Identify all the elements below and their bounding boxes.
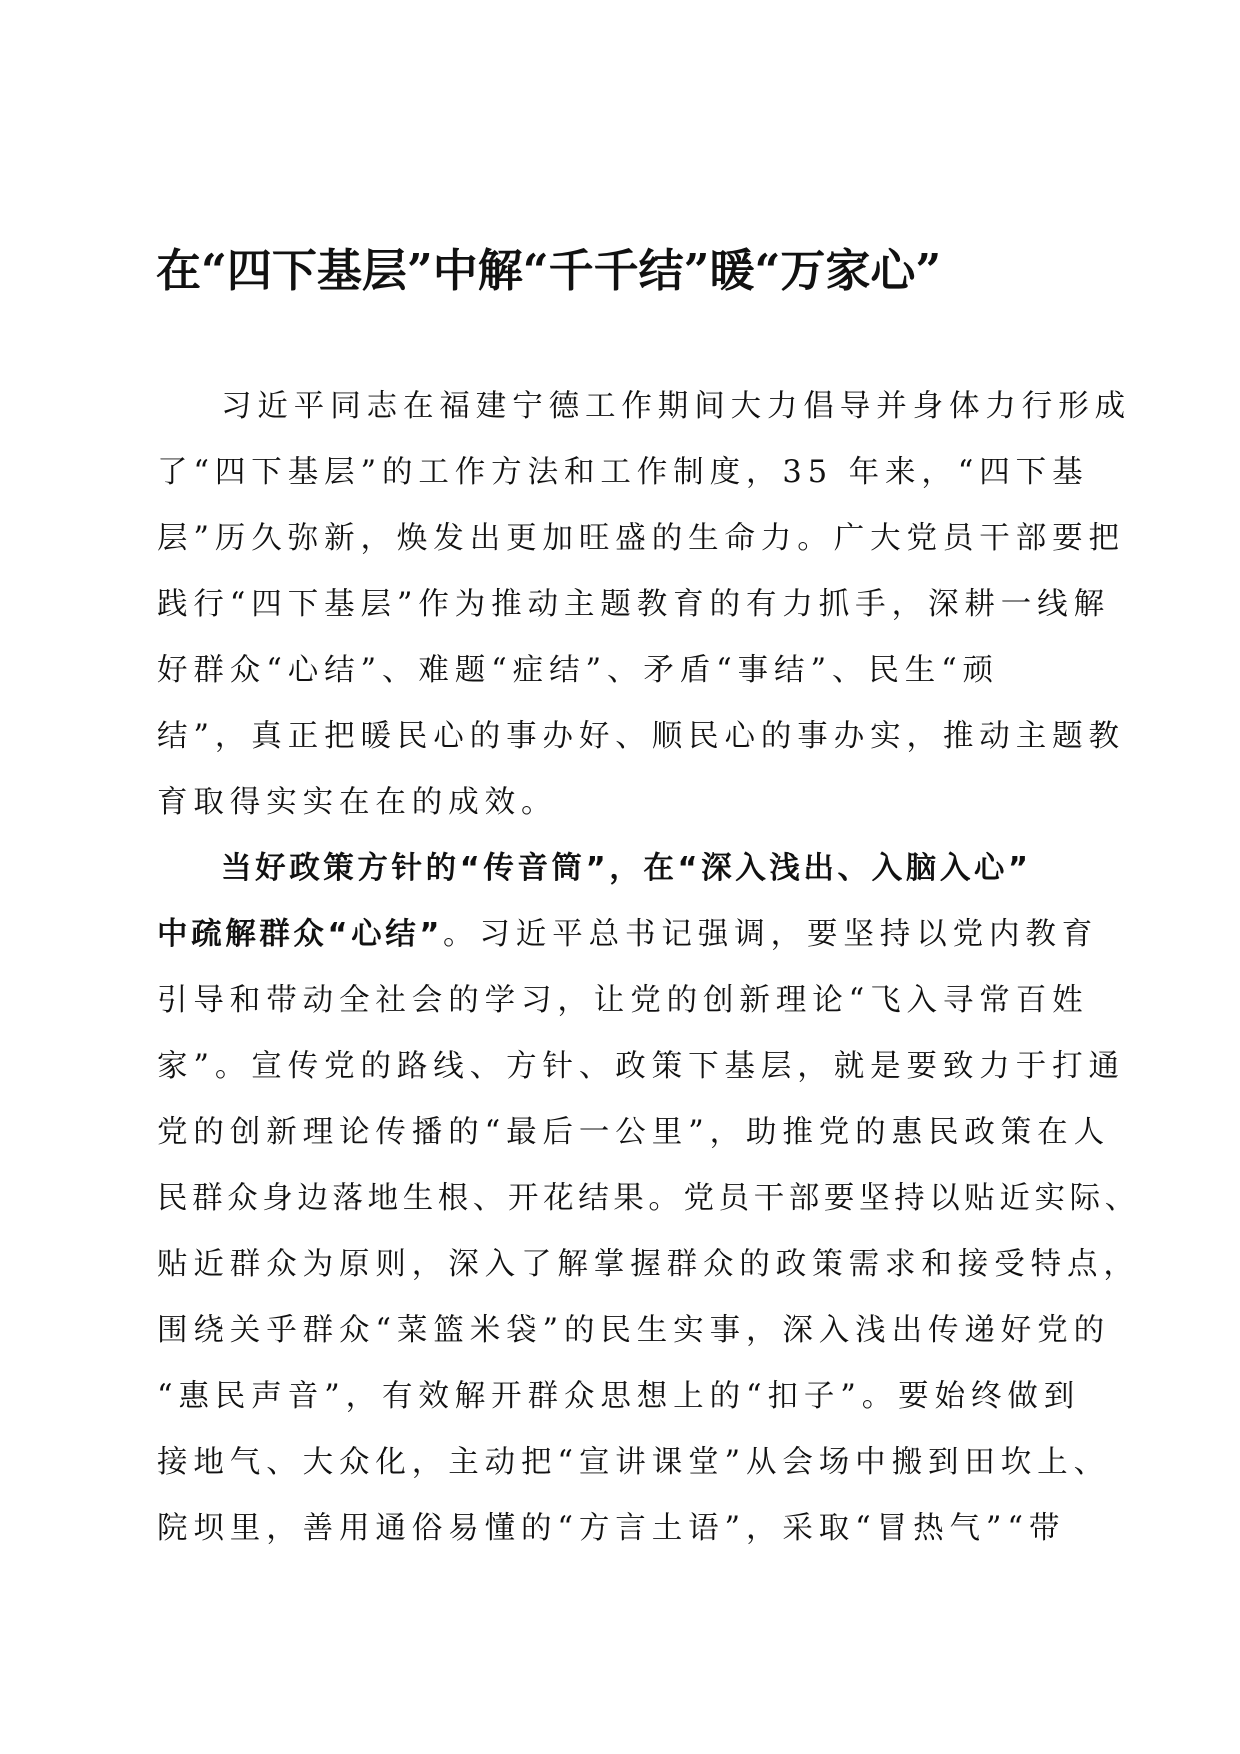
paragraph-2-line-3: 引导和带动全社会的学习，让党的创新理论“飞入寻常百姓: [157, 983, 1089, 1018]
paragraph-1-line-7: 育取得实实在在的成效。: [157, 785, 558, 820]
paragraph-1-line-4: 践行“四下基层”作为推动主题教育的有力抓手，深耕一线解: [157, 587, 1110, 622]
paragraph-2-line-2: [157, 902, 1098, 968]
paragraph-1-line-1: 习近平同志在福建宁德工作期间大力倡导并身体力行形成: [221, 389, 1131, 424]
document-title: 在“四下基层”中解“千千结”暖“万家心”: [156, 244, 942, 297]
paragraph-2-line-2-text: 。习近平总书记强调，要坚持以党内教育: [443, 917, 1099, 952]
paragraph-2-line-5: 党的创新理论传播的“最后一公里”，助推党的惠民政策在人: [157, 1115, 1110, 1150]
paragraph-2-line-8: 围绕关乎群众“菜篮米袋”的民生实事，深入浅出传递好党的: [157, 1313, 1110, 1348]
paragraph-1-line-6: 结”，真正把暖民心的事办好、顺民心的事办实，推动主题教: [157, 719, 1125, 754]
paragraph-2-heading-line-1: 当好政策方针的“传音筒”，在“深入浅出、入脑入心”: [221, 851, 1032, 886]
paragraph-2-line-10: 接地气、大众化，主动把“宣讲课堂”从会场中搬到田坎上、: [157, 1445, 1110, 1480]
paragraph-2-line-4: 家”。宣传党的路线、方针、政策下基层，就是要致力于打通: [157, 1049, 1125, 1084]
paragraph-2-heading-line-2: 中疏解群众“心结”: [157, 917, 443, 952]
paragraph-2-line-11: 院坝里，善用通俗易懂的“方言土语”，采取“冒热气”“带: [157, 1511, 1066, 1546]
paragraph-1-line-3: 层”历久弥新，焕发出更加旺盛的生命力。广大党员干部要把: [157, 521, 1125, 556]
paragraph-2-line-9: “惠民声音”，有效解开群众思想上的“扣子”。要始终做到: [157, 1379, 1081, 1414]
paragraph-1-line-2: 了“四下基层”的工作方法和工作制度，35 年来，“四下基: [157, 455, 1089, 490]
paragraph-1-line-5: 好群众“心结”、难题“症结”、矛盾“事结”、民生“顽: [157, 653, 1000, 688]
paragraph-2-line-7: 贴近群众为原则，深入了解掌握群众的政策需求和接受特点，: [157, 1247, 1140, 1282]
paragraph-2-line-6: 民群众身边落地生根、开花结果。党员干部要坚持以贴近实际、: [157, 1181, 1140, 1216]
